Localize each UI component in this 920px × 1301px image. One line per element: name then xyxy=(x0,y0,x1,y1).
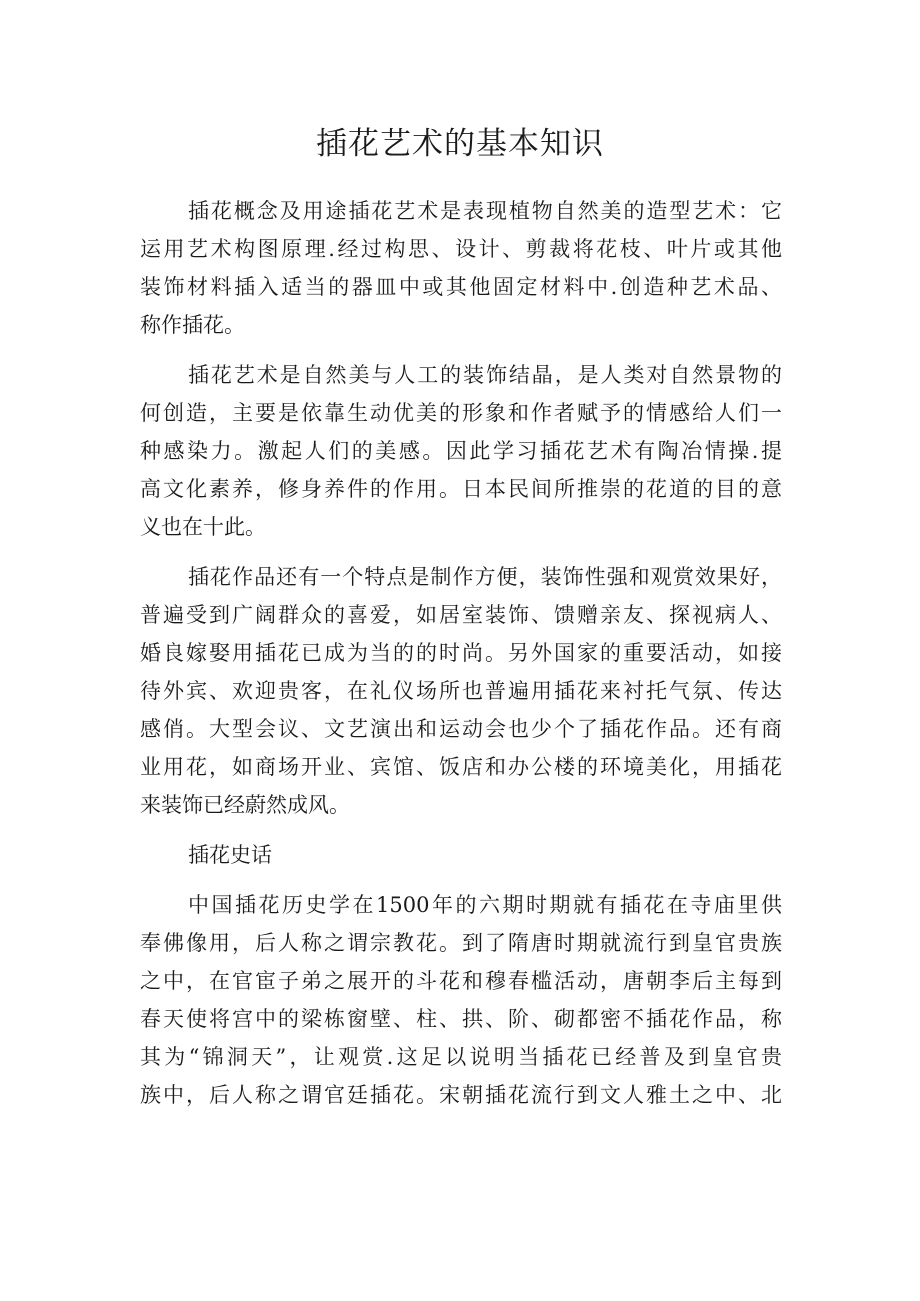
paragraph xyxy=(140,886,782,1114)
text-line: 感俏。大型会议、文艺演出和运动会也少个了插花作品。还有商 xyxy=(140,717,782,741)
text-line: 来装饰已经蔚然成风。 xyxy=(140,793,350,817)
text-line: 插花史话 xyxy=(188,843,272,867)
text-line: 义也在十此。 xyxy=(140,515,266,539)
text-line: 运用艺术构图原理.经过构思、设计、剪裁将花枝、叶片或其他 xyxy=(140,237,782,261)
text-line: 中国插花历史学在1500年的六期时期就有插花在寺庙里供 xyxy=(188,893,782,917)
document-body xyxy=(140,192,782,1114)
text-line: 称作插花。 xyxy=(140,313,245,337)
text-line: 插花艺术是自然美与人工的装饰结晶，是人类对自然景物的 xyxy=(188,363,782,387)
text-line: 春天使将宫中的梁栋窗壁、柱、拱、阶、砌都密不插花作品，称 xyxy=(140,1007,782,1031)
text-line: 何创造，主要是依靠生动优美的形象和作者赋予的情感给人们一 xyxy=(140,401,782,425)
text-line: 插花概念及用途插花艺术是表现植物自然美的造型艺术：它 xyxy=(188,199,782,223)
paragraph xyxy=(140,192,782,344)
paragraph xyxy=(140,558,782,824)
text-line: 业用花，如商场开业、宾馆、饭店和办公楼的环境美化，用插花 xyxy=(140,755,782,779)
text-line: 装饰材料插入适当的器皿中或其他固定材料中.创造种艺术品、 xyxy=(140,275,782,299)
text-line: 高文化素养，修身养件的作用。日本民间所推崇的花道的目的意 xyxy=(140,477,782,501)
text-line: 族中，后人称之谓官廷插花。宋朝插花流行到文人雅土之中、北 xyxy=(140,1083,782,1107)
text-line: 种感染力。激起人们的美感。因此学习插花艺术有陶冶情操.提 xyxy=(140,439,782,463)
text-line: 婚良嫁娶用插花已成为当的的时尚。另外国家的重要活动，如接 xyxy=(140,641,782,665)
text-line: 插花作品还有一个特点是制作方便，装饰性强和观赏效果好， xyxy=(188,565,782,589)
text-line: 待外宾、欢迎贵客，在礼仪场所也普遍用插花来衬托气氛、传达 xyxy=(140,679,782,703)
text-line: 之中，在官宦子弟之展开的斗花和穆春槛活动，唐朝李后主每到 xyxy=(140,969,782,993)
text-line: 其为“锦洞天”，让观赏.这足以说明当插花已经普及到皇官贵 xyxy=(140,1045,782,1069)
section-heading xyxy=(140,836,782,874)
document-title: 插花艺术的基本知识 xyxy=(316,126,604,162)
text-line: 普遍受到广阔群众的喜爱，如居室装饰、馈赠亲友、探视病人、 xyxy=(140,603,782,627)
paragraph xyxy=(140,356,782,546)
text-line: 奉佛像用，后人称之谓宗教花。到了隋唐时期就流行到皇官贵族 xyxy=(140,931,782,955)
